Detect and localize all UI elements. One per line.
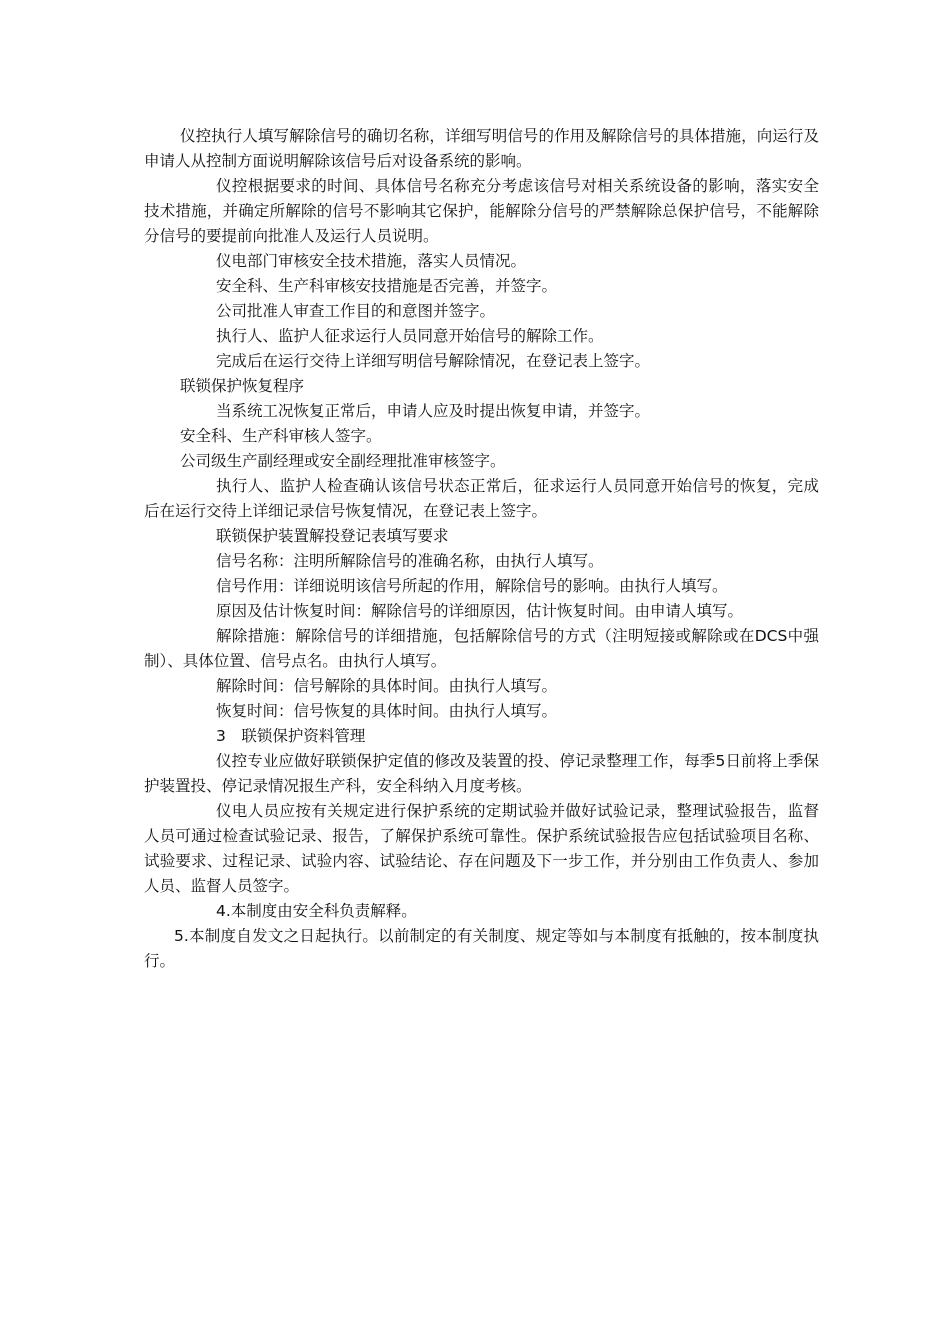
paragraph-1: 仪控执行人填写解除信号的确切名称，详细写明信号的作用及解除信号的具体措施，向运行及申请人从控制方面说明解除该信号后对设备系统的影响。 (144, 127, 819, 170)
paragraph-12: 执行人、监护人检查确认该信号状态正常后，征求运行人员同意开始信号的恢复，完成后在运行交待上详细记录信号恢复情况，在登记表上签字。 (144, 477, 819, 520)
paragraph-7: 完成后在运行交待上详细写明信号解除情况，在登记表上签字。 (216, 352, 651, 370)
paragraph-22: 仪电人员应按有关规定进行保护系统的定期试验并做好试验记录，整理试验报告，监督人员可通过检查试验记录、报告，了解保护系统可靠性。保护系统试验报告应包括试验项目名称、试验要求、过程记录、试验内容、试验结论、存在问题及下一步工作，并分别由工作负责人、参加人员、监督人员签字。 (144, 802, 819, 895)
paragraph-9: 当系统工况恢复正常后，申请人应及时提出恢复申请，并签字。 (216, 402, 651, 420)
paragraph-24: 5.本制度自发文之日起执行。以前制定的有关制度、规定等如与本制度有抵触的，按本制度执行。 (144, 927, 819, 970)
paragraph-21: 仪控专业应做好联锁保护定值的修改及装置的投、停记录整理工作，每季5日前将上季保护装置投、停记录情况报生产科，安全科纳入月度考核。 (144, 752, 819, 795)
section-heading-register: 联锁保护装置解投登记表填写要求 (216, 527, 449, 545)
section-heading-records: 3 联锁保护资料管理 (216, 727, 366, 745)
paragraph-11: 公司级生产副经理或安全副经理批准审核签字。 (180, 452, 506, 470)
document-body (144, 124, 819, 974)
paragraph-19: 恢复时间：信号恢复的具体时间。由执行人填写。 (216, 702, 558, 720)
paragraph-17: 解除措施：解除信号的详细措施，包括解除信号的方式（注明短接或解除或在DCS中强制）、具体位置、信号点名。由执行人填写。 (144, 627, 819, 670)
paragraph-10: 安全科、生产科审核人签字。 (180, 427, 382, 445)
paragraph-15: 信号作用：详细说明该信号所起的作用，解除信号的影响。由执行人填写。 (216, 577, 728, 595)
paragraph-14: 信号名称：注明所解除信号的准确名称，由执行人填写。 (216, 552, 604, 570)
paragraph-2: 仪控根据要求的时间、具体信号名称充分考虑该信号对相关系统设备的影响，落实安全技术措施，并确定所解除的信号不影响其它保护，能解除分信号的严禁解除总保护信号，不能解除分信号的要提前向批准人及运行人员说明。 (144, 177, 819, 245)
paragraph-4: 安全科、生产科审核安技措施是否完善，并签字。 (216, 277, 558, 295)
paragraph-23: 4.本制度由安全科负责解释。 (216, 902, 417, 920)
paragraph-16: 原因及估计恢复时间：解除信号的详细原因，估计恢复时间。由申请人填写。 (216, 602, 744, 620)
paragraph-6: 执行人、监护人征求运行人员同意开始信号的解除工作。 (216, 327, 604, 345)
paragraph-18: 解除时间：信号解除的具体时间。由执行人填写。 (216, 677, 558, 695)
paragraph-3: 仪电部门审核安全技术措施，落实人员情况。 (216, 252, 527, 270)
section-heading-recovery: 联锁保护恢复程序 (180, 377, 305, 395)
paragraph-5: 公司批准人审查工作目的和意图并签字。 (216, 302, 496, 320)
